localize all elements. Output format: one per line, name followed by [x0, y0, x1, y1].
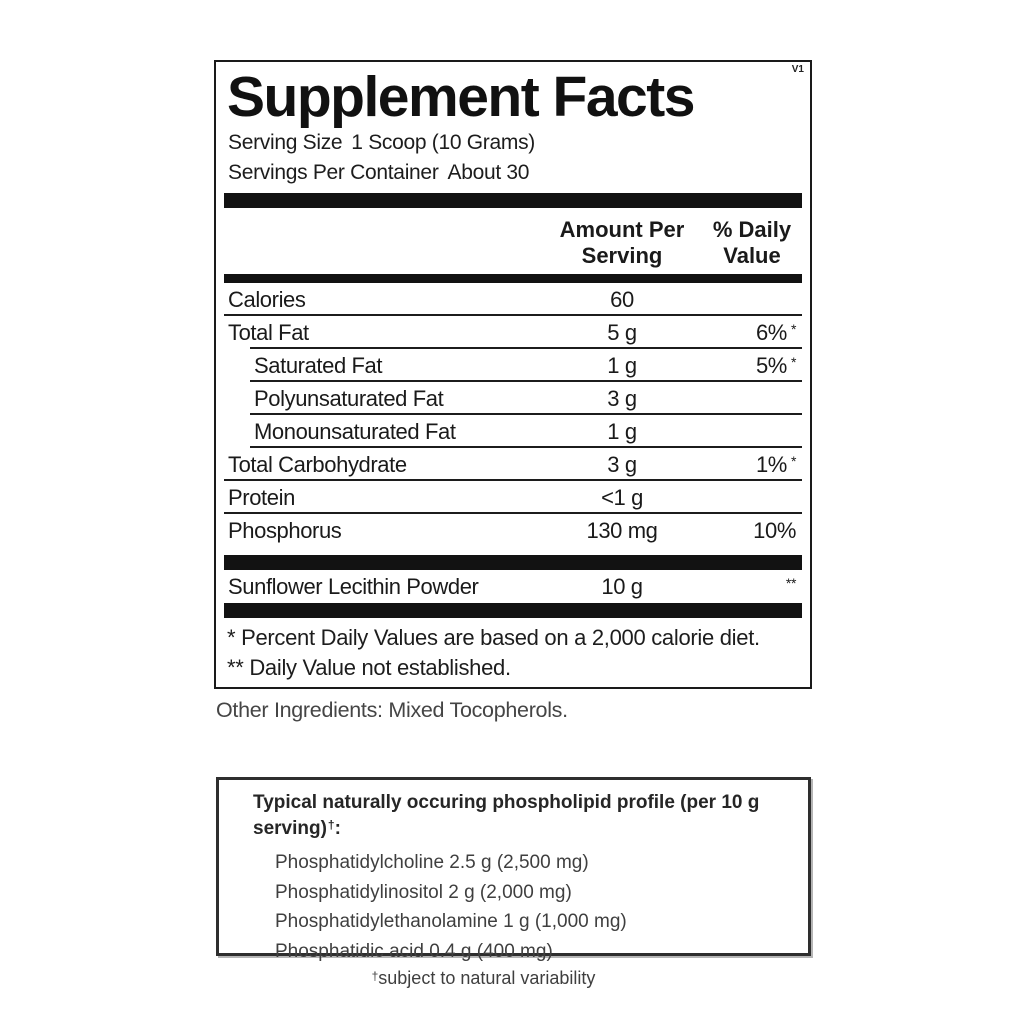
serving-size-row [224, 128, 802, 158]
footnote-daily-value-basis: * Percent Daily Values are based on a 2,000 calorie diet. [227, 625, 760, 650]
amount-header-line2: Serving [581, 243, 663, 268]
nutrient-daily-value: 10% [753, 517, 796, 543]
dagger-icon: † [327, 818, 335, 832]
footnotes [224, 618, 802, 683]
nutrient-row [224, 448, 802, 481]
servings-per-container-value: About 30 [447, 161, 530, 184]
nutrient-label: Polyunsaturated Fat [254, 385, 444, 411]
nutrient-label: Phosphorus [228, 517, 342, 543]
profile-footnote [171, 968, 796, 989]
nutrient-daily-value [702, 574, 802, 600]
nutrient-label: Saturated Fat [254, 352, 383, 378]
nutrient-row [224, 283, 802, 316]
thick-divider-below-lecithin [224, 603, 802, 618]
nutrient-label: Sunflower Lecithin Powder [228, 573, 479, 599]
nutrient-label: Monounsaturated Fat [254, 418, 456, 444]
nutrient-daily-value: 1% * [755, 451, 796, 477]
profile-item-phosphatidylethanolamine: Phosphatidylethanolamine 1 g (1,000 mg) [275, 911, 627, 932]
serving-size-value: 1 Scoop (10 Grams) [351, 131, 535, 154]
dv-asterisk: ** [785, 574, 796, 591]
nutrient-label: Total Carbohydrate [228, 451, 407, 477]
nutrient-label: Total Fat [228, 319, 309, 345]
dv-header-line1: % Daily [712, 217, 792, 242]
nutrient-row [224, 481, 802, 514]
version-tag: V1 [791, 64, 804, 75]
supplement-facts-content [216, 62, 810, 687]
dv-asterisk: * [790, 452, 796, 469]
profile-item-phosphatidylinositol: Phosphatidylinositol 2 g (2,000 mg) [275, 881, 572, 903]
nutrient-row [224, 382, 802, 415]
nutrient-row [224, 349, 802, 382]
medium-divider-under-headers [224, 274, 802, 283]
amount-header-line1: Amount Per [559, 217, 685, 242]
nutrient-amount: 1 g [607, 352, 637, 378]
nutrient-row [224, 415, 802, 448]
serving-size-label: Serving Size [228, 131, 343, 154]
panel-title: Supplement Facts [227, 65, 694, 129]
profile-item-phosphatidic-acid: Phosphatidic acid 0.4 g (400 mg) [275, 940, 553, 962]
column-header-daily-value [702, 217, 802, 269]
thick-divider-above-lecithin [224, 555, 802, 570]
dagger-icon: † [371, 969, 379, 983]
servings-per-container-label: Servings Per Container [228, 161, 439, 184]
footnote-dv-not-established: ** Daily Value not established. [227, 655, 511, 680]
lecithin-row [224, 570, 802, 603]
nutrient-amount: 10 g [601, 573, 643, 599]
profile-items [231, 843, 796, 966]
supplement-facts-panel [214, 60, 812, 689]
nutrient-daily-value: 6% * [755, 319, 796, 345]
profile-heading-text: Typical naturally occuring phospholipid profile (per 10 g serving) [253, 792, 760, 839]
nutrient-amount: 5 g [607, 319, 637, 345]
phospholipid-profile-box [216, 777, 811, 988]
nutrient-label: Calories [228, 286, 306, 312]
thick-divider-top [224, 193, 802, 208]
nutrient-rows [224, 283, 802, 547]
profile-footnote-text: subject to natural variability [378, 968, 596, 988]
dv-asterisk: * [790, 353, 796, 370]
profile-heading [231, 790, 796, 843]
nutrient-amount: 60 [610, 286, 634, 312]
nutrient-amount: 130 mg [586, 517, 658, 543]
column-header-amount [542, 217, 702, 269]
nutrient-amount: 3 g [607, 451, 637, 477]
servings-per-container-row [224, 158, 802, 188]
dv-header-line2: Value [723, 243, 781, 268]
other-ingredients-text: Other Ingredients: Mixed Tocopherols. [216, 698, 568, 722]
nutrient-label: Protein [228, 484, 295, 510]
nutrient-amount: <1 g [601, 484, 643, 510]
dv-asterisk: * [790, 320, 796, 337]
nutrient-row [224, 514, 802, 547]
nutrient-amount: 3 g [607, 385, 637, 411]
nutrient-row [224, 316, 802, 349]
column-header-row [224, 208, 802, 274]
profile-item-phosphatidylcholine: Phosphatidylcholine 2.5 g (2,500 mg) [275, 852, 589, 873]
nutrient-amount: 1 g [607, 418, 637, 444]
profile-heading-colon: : [334, 818, 341, 839]
nutrient-daily-value: 5% * [755, 352, 796, 378]
